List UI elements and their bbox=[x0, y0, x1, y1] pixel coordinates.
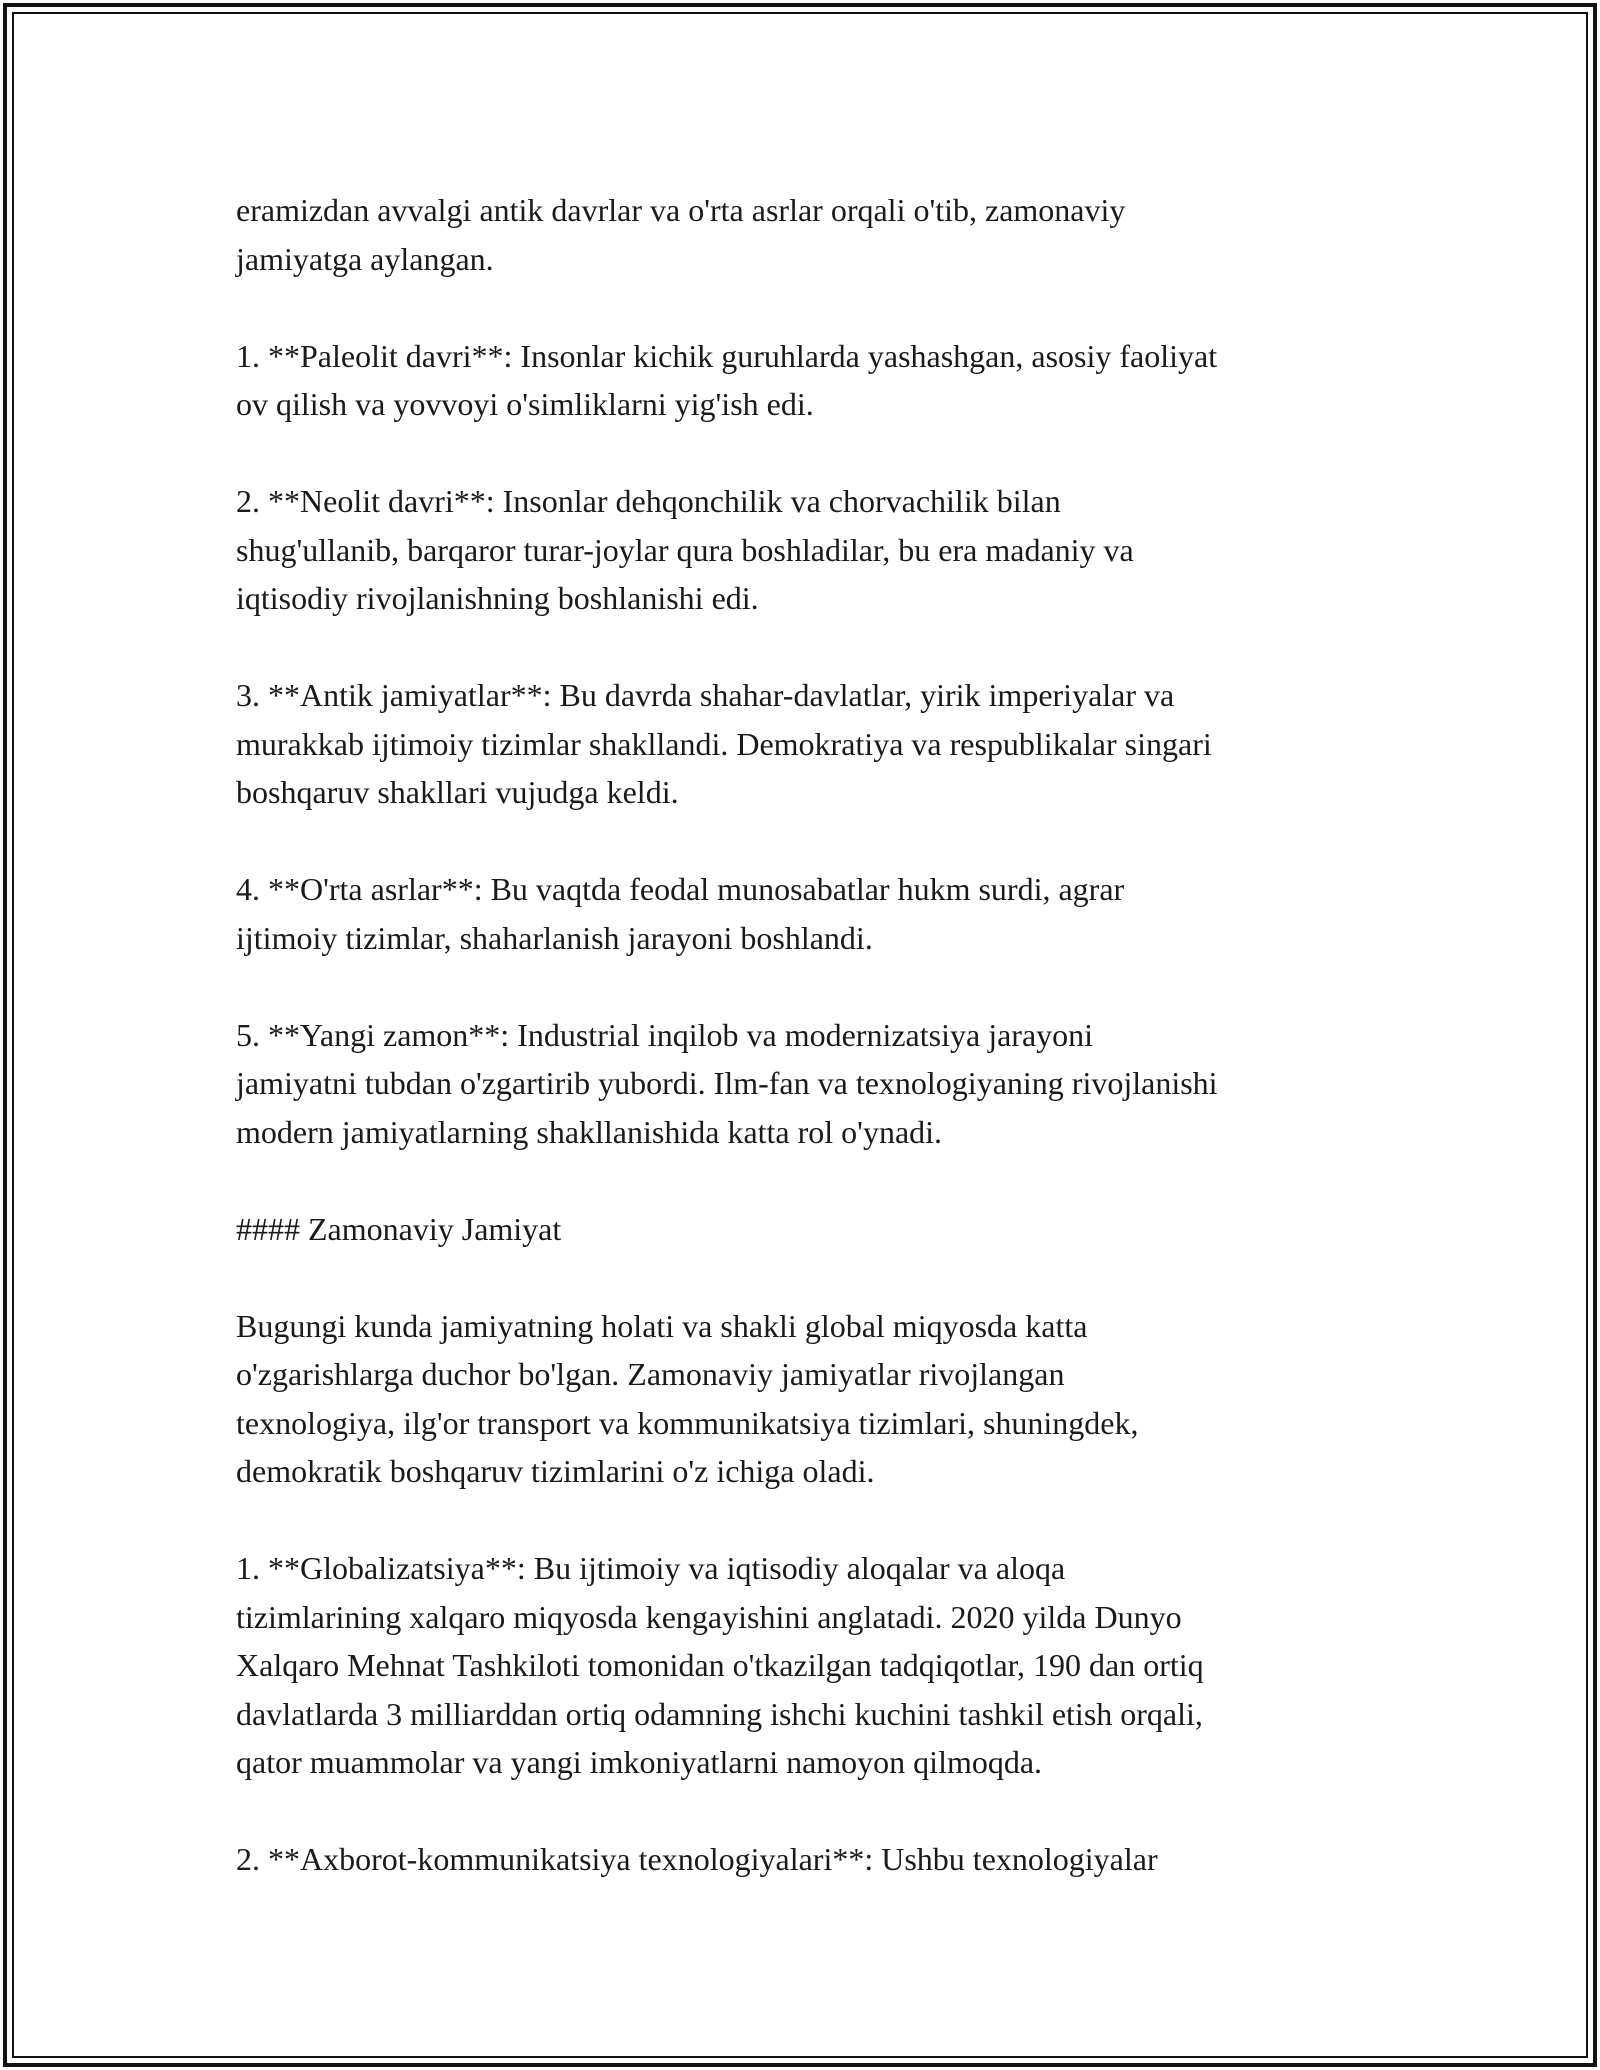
list-item-neolit: 2. **Neolit davri**: Insonlar dehqonchilik va chorvachilik bilan shug'ullanib, barqaror turar-joylar qura boshladilar, bu era madaniy va iqtisodiy rivojlanishning boshlanishi edi. bbox=[236, 483, 1134, 616]
list-item-paleolit: 1. **Paleolit davri**: Insonlar kichik guruhlarda yashashgan, asosiy faoliyat ov qilish va yovvoyi o'simliklarni yig'ish edi. bbox=[236, 337, 1218, 422]
document-body bbox=[236, 186, 1366, 1884]
list-item-globalizatsiya: 1. **Globalizatsiya**: Bu ijtimoiy va iqtisodiy aloqalar va aloqa tizimlarining xalqaro miqyosda kengayishini anglatadi. 2020 yilda Dunyo Xalqaro Mehnat Tashkiloti tomonidan o'tkazilgan tadqiqotlar, 190 dan ortiq davlatlarda 3 milliarddan ortiq odamning ishchi kuchini tashkil etish orqali, qator muammolar va yangi imkoniyatlarni namoyon qilmoqda. bbox=[236, 1550, 1204, 1780]
paragraph-intro-continuation: eramizdan avvalgi antik davrlar va o'rta asrlar orqali o'tib, zamonaviy jamiyatga aylangan. bbox=[236, 192, 1126, 277]
list-item-antik-jamiyatlar: 3. **Antik jamiyatlar**: Bu davrda shahar-davlatlar, yirik imperiyalar va murakkab ijtimoiy tizimlar shakllandi. Demokratiya va respublikalar singari boshqaruv shakllari vujudga keldi. bbox=[236, 677, 1212, 810]
list-item-yangi-zamon: 5. **Yangi zamon**: Industrial inqilob va modernizatsiya jarayoni jamiyatni tubdan o'zgartirib yubordi. Ilm-fan va texnologiyaning rivojlanishi modern jamiyatlarning shakllanishida katta rol o'ynadi. bbox=[236, 1016, 1218, 1150]
list-item-axborot-kommunikatsiya: 2. **Axborot-kommunikatsiya texnologiyalari**: Ushbu texnologiyalar bbox=[236, 1841, 1158, 1877]
list-item-orta-asrlar: 4. **O'rta asrlar**: Bu vaqtda feodal munosabatlar hukm surdi, agrar ijtimoiy tizimlar, shaharlanish jarayoni boshlandi. bbox=[236, 871, 1125, 956]
section-heading-zamonaviy-jamiyat: #### Zamonaviy Jamiyat bbox=[236, 1210, 562, 1247]
paragraph-zamonaviy-intro: Bugungi kunda jamiyatning holati va shakli global miqyosda katta o'zgarishlarga duchor bo'lgan. Zamonaviy jamiyatlar rivojlangan texnologiya, ilg'or transport va kommunikatsiya tizimlari, shuningdek, demokratik boshqaruv tizimlarini o'z ichiga oladi. bbox=[236, 1307, 1139, 1489]
